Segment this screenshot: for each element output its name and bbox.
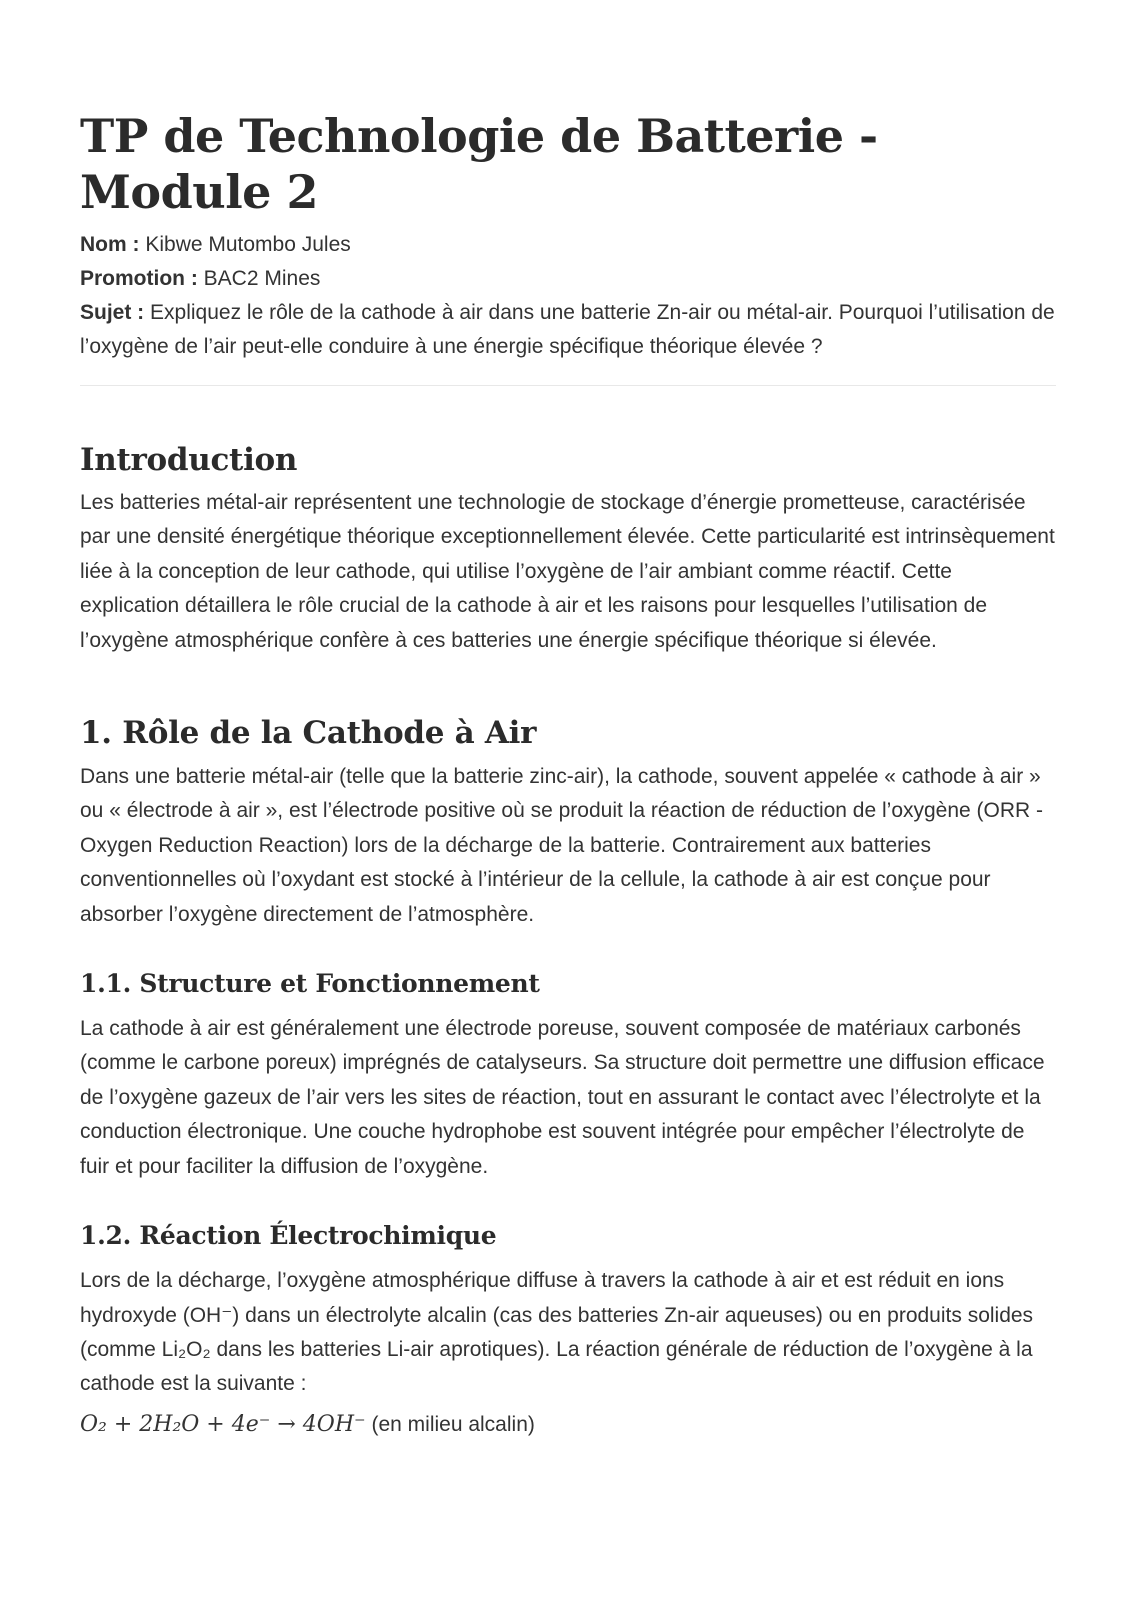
sujet-value: Expliquez le rôle de la cathode à air dans une batterie Zn-air ou métal-air. Pourquoi l’utilisation de l’oxygène de l’air peut-elle conduire à une énergie spécifique théorique élevée ? [80,301,1055,358]
section-1-1-heading: 1.1. Structure et Fonctionnement [80,969,540,999]
divider [80,385,1056,386]
page-title: TP de Technologie de Batterie - Module 2 [80,109,878,219]
nom-value: Kibwe Mutombo Jules [145,233,351,256]
sujet-label: Sujet : [80,301,145,324]
meta-nom [80,228,1056,262]
promotion-label: Promotion : [80,267,198,290]
section-1-heading: 1. Rôle de la Cathode à Air [80,715,537,752]
nom-label: Nom : [80,233,140,256]
promotion-value: BAC2 Mines [203,267,321,290]
oxygen-reduction-equation [80,1408,1056,1442]
section-1-1-paragraph: La cathode à air est généralement une électrode poreuse, souvent composée de matériaux carbonés (comme le carbone poreux) imprégnés de catalyseurs. Sa structure doit permettre une diffusion efficace de l’oxygène gazeux de l’air vers les sites de réaction, tout en assurant le contact avec l’électrolyte et la conduction électronique. Une couche hydrophobe est souvent intégrée pour empêcher l’électrolyte de fuir et pour faciliter la diffusion de l’oxygène. [80,1017,1045,1178]
section-1-2-heading: 1.2. Réaction Électrochimique [80,1221,497,1251]
introduction-heading: Introduction [80,442,298,478]
equation-formula: O₂ + 2H₂O + 4e⁻ → 4OH⁻ [80,1411,366,1437]
meta-sujet [80,296,1056,364]
section-1-paragraph: Dans une batterie métal-air (telle que la batterie zinc-air), la cathode, souvent appelée « cathode à air » ou « électrode à air », est l’électrode positive où se produit la réaction de réduction de l’oxygène (ORR - Oxygen Reduction Reaction) lors de la décharge de la batterie. Contrairement aux batteries conventionnelles où l’oxydant est stocké à l’intérieur de la cellule, la cathode à air est conçue pour absorber l’oxygène directement de l’atmosphère. [80,765,1044,926]
meta-promotion [80,262,1056,296]
equation-note: (en milieu alcalin) [371,1412,535,1436]
section-1-2-paragraph: Lors de la décharge, l’oxygène atmosphérique diffuse à travers la cathode à air et est réduit en ions hydroxyde (OH⁻) dans un électrolyte alcalin (cas des batteries Zn-air aqueuses) ou en produits solides (comme Li₂O₂ dans les batteries Li-air aprotiques). La réaction générale de réduction de l’oxygène à la cathode est la suivante : [80,1269,1034,1396]
document-page [80,0,1056,1442]
introduction-paragraph: Les batteries métal-air représentent une technologie de stockage d’énergie prometteuse, caractérisée par une densité énergétique théorique exceptionnellement élevée. Cette particularité est intrinsèquement liée à la conception de leur cathode, qui utilise l’oxygène de l’air ambiant comme réactif. Cette explication détaillera le rôle crucial de la cathode à air et les raisons pour lesquelles l’utilisation de l’oxygène atmosphérique confère à ces batteries une énergie spécifique théorique si élevée. [80,491,1055,652]
